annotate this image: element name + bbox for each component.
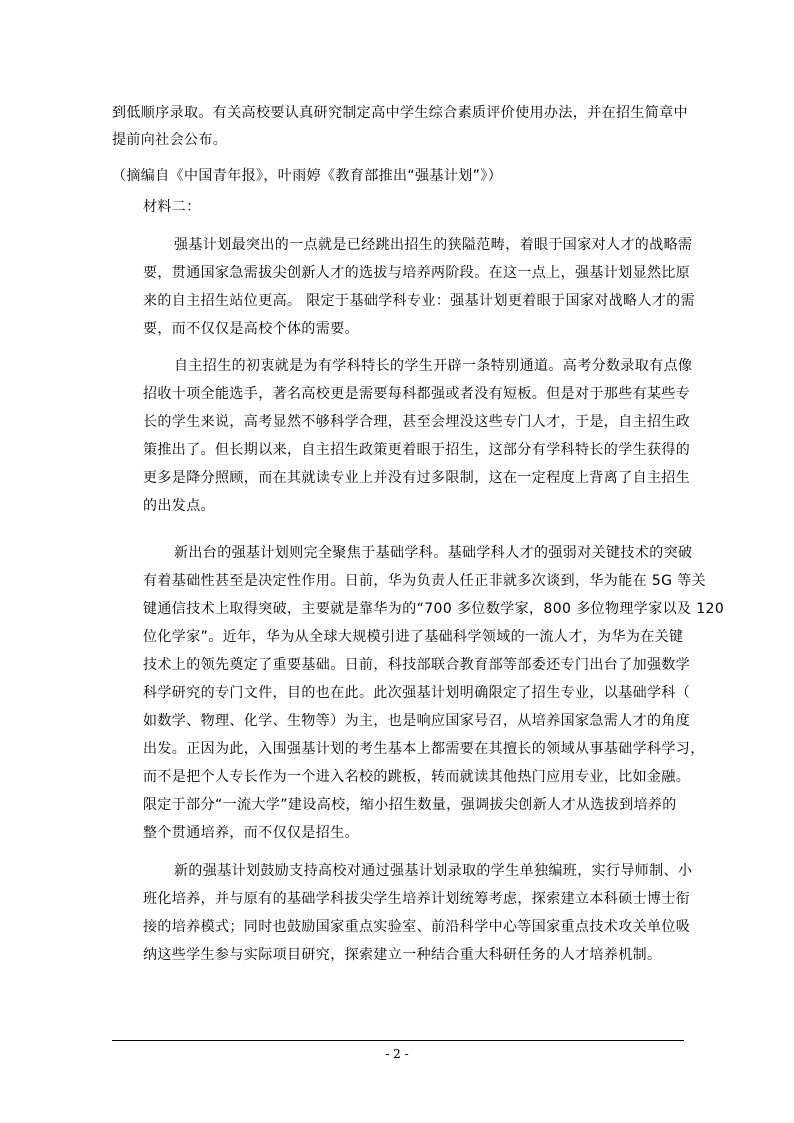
text-line: 整个贯通培养，而不仅仅是招生。: [143, 825, 359, 841]
text-line: 的出发点。: [143, 498, 215, 514]
text-line: 有着基础性甚至是决定性作用。日前，华为负责人任正非就多次谈到，华为能在 5G 等关: [143, 573, 707, 589]
footer-divider: [112, 1040, 684, 1041]
text-line: 位化学家”。近年，华为从全球大规模引进了基础科学领域的一流人才，为华为在关键: [143, 629, 684, 645]
text-line: 自主招生的初衷就是为有学科特长的学生开辟一条特别通道。高考分数录取有点像: [174, 358, 693, 374]
text-line: 而不是把个人专长作为一个进入名校的跳板，转而就读其他热门应用专业，比如金融。: [143, 769, 691, 785]
text-line: 要，而不仅仅是高校个体的需要。: [143, 321, 359, 337]
text-line: 如数学、物理、化学、生物等）为主，也是响应国家号召，从培养国家急需人才的角度: [143, 713, 691, 729]
text-line: 纳这些学生参与实际项目研究，探索建立一种结合重大科研任务的人才培养机制。: [143, 947, 662, 963]
text-line: 策推出了。但长期以来，自主招生政策更着眼于招生，这部分有学科特长的学生获得的: [143, 442, 691, 458]
text-line: 接的培养模式；同时也鼓励国家重点实验室、前沿科学中心等国家重点技术攻关单位吸: [143, 919, 691, 935]
text-line: 班化培养，并与原有的基础学科拔尖学生培养计划统筹考虑，探索建立本科硕士博士衔: [143, 891, 691, 907]
text-line: 材料二：: [143, 199, 201, 215]
text-line: 出发。正因为此，入围强基计划的考生基本上都需要在其擅长的领域从事基础学科学习，: [143, 741, 705, 757]
text-line: 新的强基计划鼓励支持高校对通过强基计划录取的学生单独编班，实行导师制、小: [174, 863, 693, 879]
text-line: 招收十项全能选手，著名高校更是需要每科都强或者没有短板。但是对于那些有某些专: [143, 386, 691, 402]
text-line: 来的自主招生站位更高。 限定于基础学科专业：强基计划更着眼于国家对战略人才的需: [143, 293, 696, 309]
text-line: 新出台的强基计划则完全聚焦于基础学科。基础学科人才的强弱对关键技术的突破: [174, 545, 693, 561]
text-line: 键通信技术上取得突破，主要就是靠华为的“700 多位数学家，800 多位物理学家以及 120: [143, 601, 725, 617]
text-line: 技术上的领先奠定了重要基础。日前，科技部联合教育部等部委还专门出台了加强数学: [143, 657, 691, 673]
text-line: 限定于部分“一流大学”建设高校，缩小招生数量，强调拔尖创新人才从选拔到培养的: [143, 797, 677, 813]
text-line: 科学研究的专门文件，目的也在此。此次强基计划明确限定了招生专业，以基础学科（: [143, 685, 691, 701]
text-line: 强基计划最突出的一点就是已经跳出招生的狭隘范畴，着眼于国家对人才的战略需: [174, 237, 693, 253]
page-number: - 2 -: [385, 1047, 409, 1061]
text-line: 提前向社会公布。: [112, 132, 228, 148]
text-line: 长的学生来说，高考显然不够科学合理，甚至会埋没这些专门人才，于是，自主招生政: [143, 414, 691, 430]
text-line: 要，贯通国家急需拔尖创新人才的选拔与培养两阶段。在这一点上，强基计划显然比原: [143, 265, 691, 281]
text-line: 到低顺序录取。有关高校要认真研究制定高中学生综合素质评价使用办法，并在招生简章中: [112, 105, 688, 121]
text-line: 更多是降分照顾，而在其就读专业上并没有过多限制，这在一定程度上背离了自主招生: [143, 470, 691, 486]
text-line: （摘编自《中国青年报》，叶雨婷《教育部推出“强基计划”》）: [112, 168, 503, 184]
